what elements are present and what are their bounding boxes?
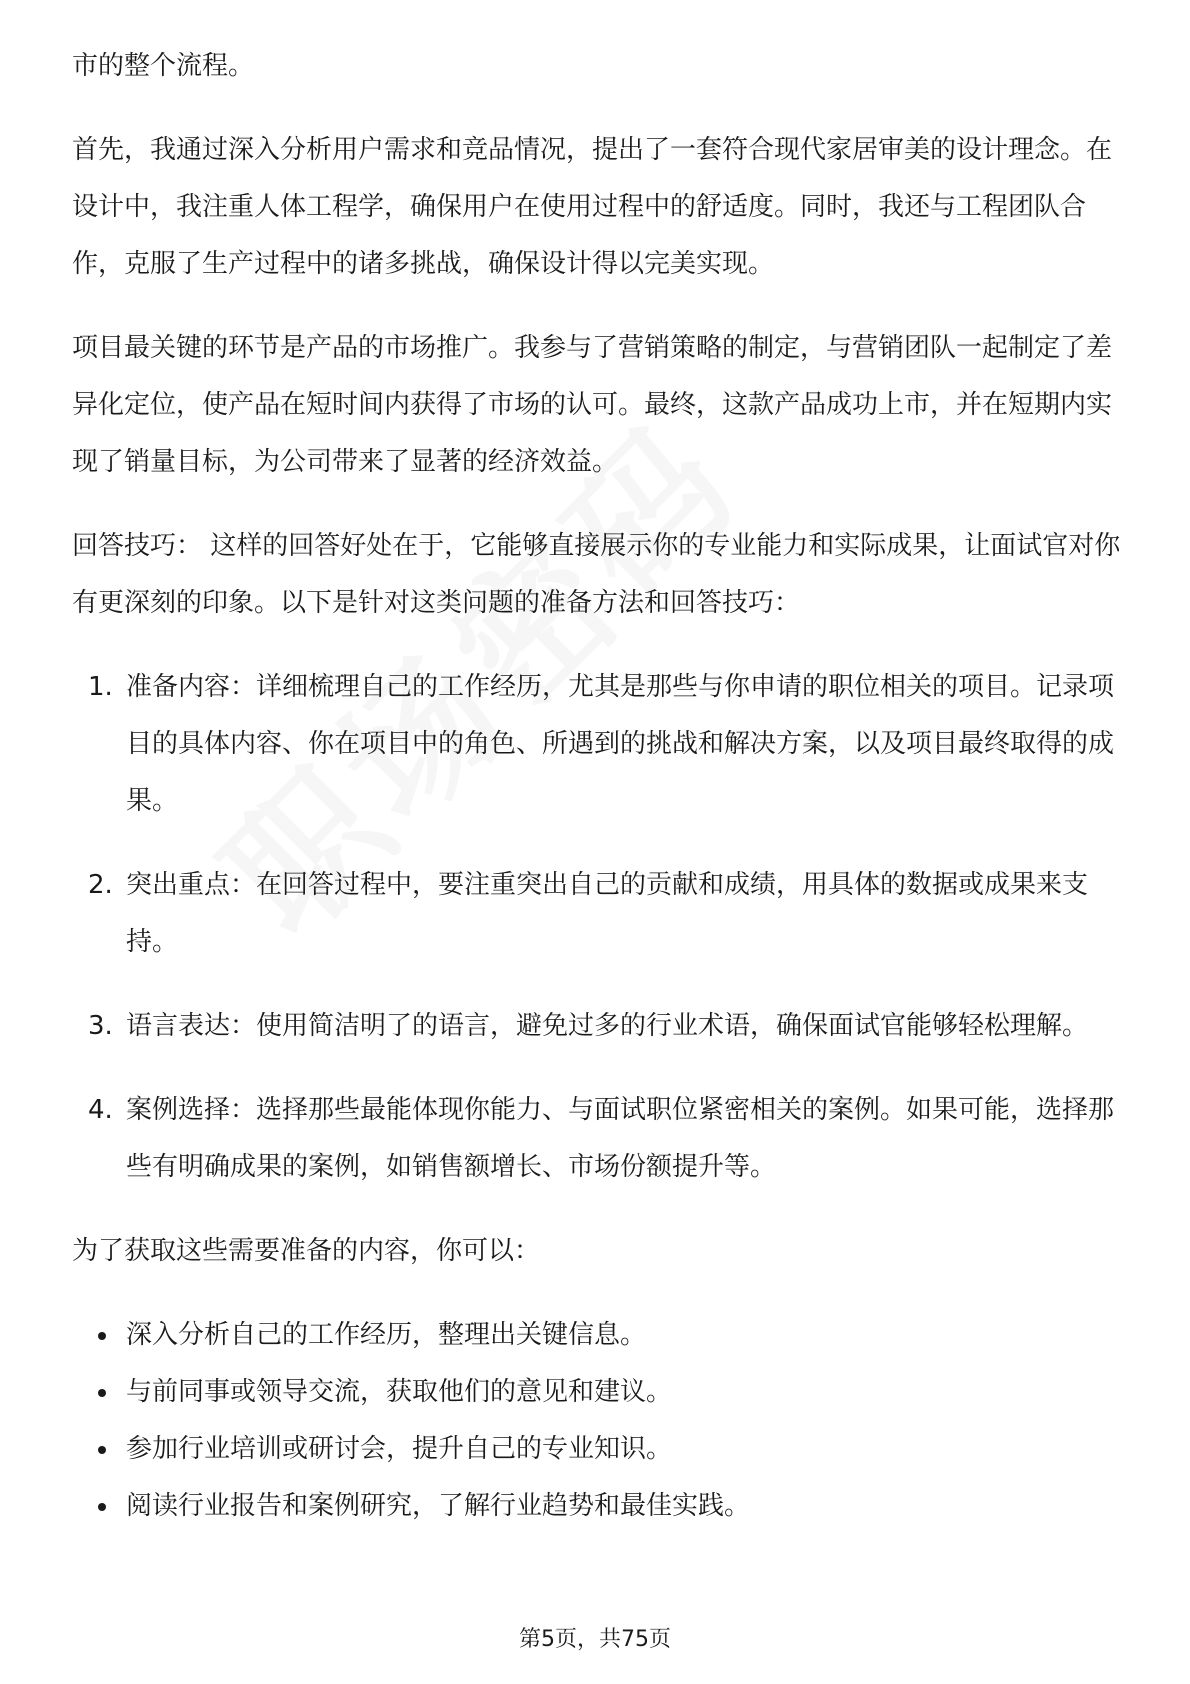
bullet-item-text: 与前同事或领导交流，获取他们的意见和建议。 [126, 1377, 673, 1407]
list-item-text: 突出重点：在回答过程中，要注重突出自己的贡献和成绩，用具体的数据或成果来支持。 [126, 870, 1089, 957]
bullet-item [72, 1364, 1122, 1421]
paragraph-prepare: 为了获取这些需要准备的内容，你可以： [72, 1236, 541, 1266]
list-item [72, 659, 1122, 830]
numbered-list [72, 659, 1122, 1196]
list-item [72, 998, 1122, 1055]
list-number: 3. [88, 1011, 113, 1041]
bullet-item-text: 参加行业培训或研讨会，提升自己的专业知识。 [126, 1434, 673, 1464]
bullet-icon [98, 1332, 106, 1340]
bullet-item [72, 1307, 1122, 1364]
bullet-icon [98, 1389, 106, 1397]
list-item-text: 语言表达：使用简洁明了的语言，避免过多的行业术语，确保面试官能够轻松理解。 [126, 1011, 1089, 1041]
list-number: 4. [88, 1095, 113, 1125]
paragraph-design: 首先，我通过深入分析用户需求和竞品情况，提出了一套符合现代家居审美的设计理念。在设计中，我注重人体工程学，确保用户在使用过程中的舒适度。同时，我还与工程团队合作，克服了生产过程中的诸多挑战，确保设计得以完美实现。 [72, 135, 1113, 279]
list-number: 1. [88, 672, 113, 702]
list-item-text: 准备内容：详细梳理自己的工作经历，尤其是那些与你申请的职位相关的项目。记录项目的具体内容、你在项目中的角色、所遇到的挑战和解决方案，以及项目最终取得的成果。 [126, 672, 1115, 816]
paragraph-marketing: 项目最关键的环节是产品的市场推广。我参与了营销策略的制定，与营销团队一起制定了差异化定位，使产品在短时间内获得了市场的认可。最终，这款产品成功上市，并在短期内实现了销量目标，为公司带来了显著的经济效益。 [72, 333, 1113, 477]
bullet-icon [98, 1446, 106, 1454]
list-item-text: 案例选择：选择那些最能体现你能力、与面试职位紧密相关的案例。如果可能，选择那些有明确成果的案例，如销售额增长、市场份额提升等。 [126, 1095, 1115, 1182]
paragraph-continuation: 市的整个流程。 [72, 51, 255, 81]
document-body [72, 38, 1122, 1535]
bullet-item [72, 1421, 1122, 1478]
bullet-item [72, 1478, 1122, 1535]
page-number: 第5页，共75页 [519, 1627, 671, 1652]
paragraph-tips: 回答技巧： 这样的回答好处在于，它能够直接展示你的专业能力和实际成果，让面试官对你有更深刻的印象。以下是针对这类问题的准备方法和回答技巧： [72, 531, 1121, 618]
bullet-item-text: 深入分析自己的工作经历，整理出关键信息。 [126, 1320, 647, 1350]
bullet-list [72, 1307, 1122, 1535]
list-item [72, 1082, 1122, 1196]
bullet-icon [98, 1503, 106, 1511]
bullet-item-text: 阅读行业报告和案例研究，了解行业趋势和最佳实践。 [126, 1491, 751, 1521]
list-number: 2. [88, 870, 113, 900]
list-item [72, 857, 1122, 971]
